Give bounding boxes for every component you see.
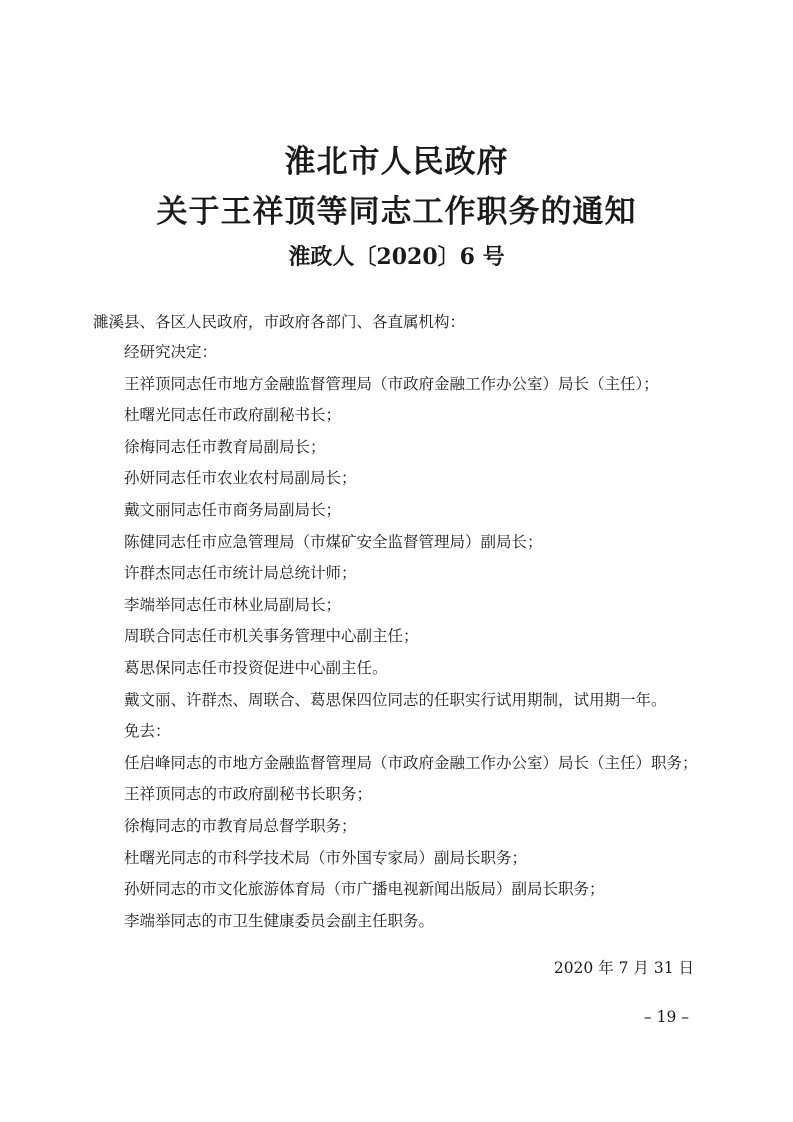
addressee-line: 濉溪县、各区人民政府，市政府各部门、各直属机构：	[93, 313, 466, 331]
body-line: 王祥顶同志的市政府副秘书长职务；	[124, 785, 373, 804]
body-line: 王祥顶同志任市地方金融监督管理局（市政府金融工作办公室）局长（主任）；	[124, 374, 659, 393]
body-line: 杜曙光同志的市科学技术局（市外国专家局）副局长职务；	[124, 848, 528, 867]
body-line: 李端举同志任市林业局副局长；	[124, 595, 342, 614]
body-line: 葛思保同志任市投资促进中心副主任。	[124, 658, 388, 677]
body-line: 免去：	[124, 722, 171, 741]
body-line: 孙妍同志任市农业农村局副局长；	[124, 469, 357, 488]
page-number: – 19 –	[643, 1008, 689, 1026]
body-line: 戴文丽、许群杰、周联合、葛思保四位同志的任职实行试用期制，试用期一年。	[124, 690, 667, 709]
body-line: 李端举同志的市卫生健康委员会副主任职务。	[124, 911, 435, 930]
body-line: 许群杰同志任市统计局总统计师；	[124, 564, 357, 583]
document-number: 淮政人〔2020〕6 号	[288, 244, 505, 270]
body-line: 任启峰同志的市地方金融监督管理局（市政府金融工作办公室）局长（主任）职务；	[124, 753, 698, 772]
document-title-line-2: 关于王祥顶等同志工作职务的通知	[156, 194, 637, 230]
document-title-line-1: 淮北市人民政府	[284, 144, 509, 180]
body-line: 陈健同志任市应急管理局（市煤矿安全监督管理局）副局长；	[124, 532, 543, 551]
body-line: 杜曙光同志任市政府副秘书长；	[124, 406, 342, 425]
body-line: 经研究决定：	[124, 343, 218, 361]
notice-body	[124, 340, 698, 940]
body-line: 孙妍同志的市文化旅游体育局（市广播电视新闻出版局）副局长职务；	[124, 880, 605, 899]
body-line: 周联合同志任市机关事务管理中心副主任；	[124, 627, 419, 646]
body-line: 徐梅同志的市教育局总督学职务；	[124, 816, 357, 835]
body-line: 戴文丽同志任市商务局副局长；	[124, 500, 342, 519]
body-line: 徐梅同志任市教育局副局长；	[124, 437, 326, 456]
issue-date: 2020 年 7 月 31 日	[553, 959, 694, 977]
